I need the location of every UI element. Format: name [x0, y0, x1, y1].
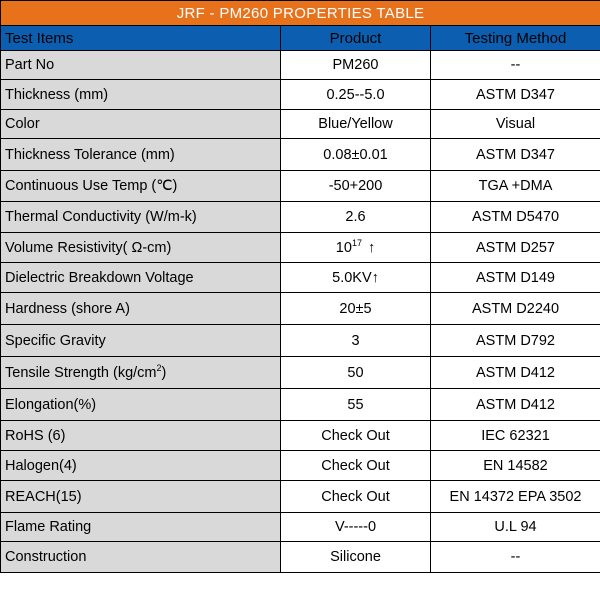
table-row: [1, 263, 600, 293]
row-method: ASTM D412: [431, 357, 600, 389]
row-product: 2.6: [281, 202, 431, 233]
product-value: 5.0KV: [332, 269, 372, 286]
product-base: 10: [335, 239, 352, 256]
row-label: Part No: [1, 51, 281, 80]
header-product: Product: [281, 26, 431, 51]
row-product: 50: [281, 357, 431, 389]
row-label: Elongation(%): [1, 389, 281, 421]
row-label: Thickness (mm): [1, 80, 281, 110]
table-row: [1, 202, 600, 233]
up-arrow-icon: ↑: [371, 269, 379, 286]
table-row: [1, 171, 600, 202]
row-label: [1, 357, 281, 389]
row-method: --: [431, 542, 600, 573]
row-product: 0.08±0.01: [281, 139, 431, 171]
table-row: [1, 451, 600, 481]
row-label: Thickness Tolerance (mm): [1, 139, 281, 171]
header-test-items: Test Items: [1, 26, 281, 51]
row-method: ASTM D5470: [431, 202, 600, 233]
table-row: [1, 513, 600, 542]
row-label: Thermal Conductivity (W/m-k): [1, 202, 281, 233]
table-row: [1, 389, 600, 421]
row-label: RoHS (6): [1, 421, 281, 451]
row-product: [281, 233, 431, 263]
row-product: 55: [281, 389, 431, 421]
row-label: Volume Resistivity( Ω-cm): [1, 233, 281, 263]
row-product: 0.25--5.0: [281, 80, 431, 110]
table-row: [1, 542, 600, 573]
table-row: [1, 325, 600, 357]
row-product: PM260: [281, 51, 431, 80]
label-end: ): [161, 364, 167, 381]
table-row: [1, 481, 600, 513]
table-row: [1, 357, 600, 389]
row-method: EN 14582: [431, 451, 600, 481]
table-title: JRF - PM260 PROPERTIES TABLE: [1, 1, 600, 26]
row-method: ASTM D347: [431, 80, 600, 110]
row-label: Flame Rating: [1, 513, 281, 542]
row-product: 3: [281, 325, 431, 357]
table-row: [1, 139, 600, 171]
row-method: TGA +DMA: [431, 171, 600, 202]
row-product: -50+200: [281, 171, 431, 202]
row-product: Check Out: [281, 451, 431, 481]
table-row: [1, 421, 600, 451]
row-product: Silicone: [281, 542, 431, 573]
label-exponent: 2: [156, 362, 162, 373]
row-method: ASTM D412: [431, 389, 600, 421]
up-arrow-icon: ↑: [367, 239, 376, 256]
table-row: [1, 233, 600, 263]
row-method: --: [431, 51, 600, 80]
row-product: Check Out: [281, 481, 431, 513]
row-product: [281, 263, 431, 293]
title-row: [1, 1, 600, 26]
row-label: Construction: [1, 542, 281, 573]
header-testing-method: Testing Method: [431, 26, 600, 51]
row-label: Hardness (shore A): [1, 293, 281, 325]
row-label: REACH(15): [1, 481, 281, 513]
product-exponent: 17: [351, 237, 362, 248]
label-base: Tensile Strength (kg/cm: [5, 364, 157, 381]
row-method: ASTM D257: [431, 233, 600, 263]
row-label: Dielectric Breakdown Voltage: [1, 263, 281, 293]
table-row: [1, 80, 600, 110]
row-product: Blue/Yellow: [281, 110, 431, 139]
row-product: 20±5: [281, 293, 431, 325]
row-method: EN 14372 EPA 3502: [431, 481, 600, 513]
header-row: [1, 26, 600, 51]
row-method: Visual: [431, 110, 600, 139]
row-method: ASTM D149: [431, 263, 600, 293]
table-row: [1, 51, 600, 80]
row-method: ASTM D2240: [431, 293, 600, 325]
row-product: Check Out: [281, 421, 431, 451]
row-product: V-----0: [281, 513, 431, 542]
row-method: IEC 62321: [431, 421, 600, 451]
row-label: Halogen(4): [1, 451, 281, 481]
row-label: Specific Gravity: [1, 325, 281, 357]
row-method: ASTM D792: [431, 325, 600, 357]
row-method: ASTM D347: [431, 139, 600, 171]
row-label: Continuous Use Temp (℃): [1, 171, 281, 202]
row-label: Color: [1, 110, 281, 139]
table-row: [1, 293, 600, 325]
table-row: [1, 110, 600, 139]
row-method: U.L 94: [431, 513, 600, 542]
